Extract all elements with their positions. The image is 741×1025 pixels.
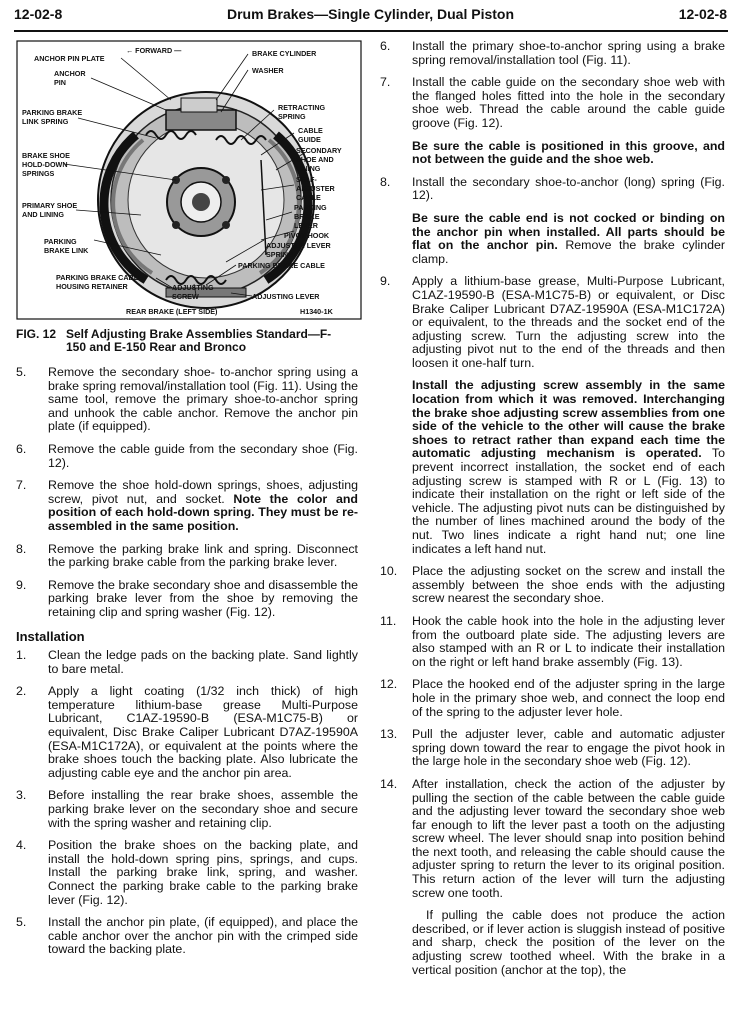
step-number: 9. [380, 274, 391, 289]
step-number: 6. [380, 39, 391, 53]
step-number: 13. [380, 727, 398, 742]
step-note: Note the color and position of each hold-down spring. They must be re-assembled in the same position. [48, 491, 358, 533]
label-self-adj-2: ADJUSTER [296, 184, 335, 193]
step-text: Clean the ledge pads on the backing plate. Sand lightly to bare metal. [48, 648, 358, 676]
step-item [380, 40, 725, 67]
label-holddown-1: BRAKE SHOE [22, 151, 70, 160]
step-item [380, 615, 725, 669]
label-adj-screw-2: SCREW [172, 292, 199, 301]
step-text: Place the hooked end of the adjuster spring in the large hole in the primary shoe web, and connect the loop end of the spring to the adjuster lever hole. [412, 677, 725, 719]
label-pb-link-2: BRAKE LINK [44, 246, 89, 255]
step-text: Place the adjusting socket on the screw and install the assembly between the shoe ends with the adjusting screw nearest the secondary shoe. [412, 564, 725, 606]
step-number: 14. [380, 776, 398, 791]
figure-caption-line2: 150 and E-150 Rear and Bronco [66, 340, 247, 354]
caution-text: Be sure the cable end is not cocked or binding on the anchor pin when installed. All parts should be flat on the anchor pin. [412, 210, 725, 253]
step-number: 11. [380, 613, 397, 628]
label-pb-housing-1: PARKING BRAKE CABLE [56, 273, 143, 282]
label-anchor-pin-2: PIN [54, 78, 66, 87]
label-cable-guide-1: CABLE [298, 126, 323, 135]
caution-paragraph [380, 379, 725, 556]
step-number: 4. [16, 838, 27, 853]
step-item [16, 649, 358, 676]
step-item [16, 443, 358, 470]
label-anchor-pin-plate: ANCHOR PIN PLATE [34, 54, 105, 63]
step-item [380, 565, 725, 606]
figure-caption [16, 328, 356, 354]
caution-paragraph [380, 140, 725, 167]
page-title: Drum Brakes—Single Cylinder, Dual Piston [226, 6, 515, 22]
label-secondary-3: LINING [296, 164, 321, 173]
step-item [380, 176, 725, 203]
installation-heading: Installation [16, 628, 85, 644]
step-text: After installation, check the action of the adjuster by pulling the section of the cable between the cable guide and the adjusting lever toward the secondary shoe web far enough to lift the lever past a tooth on the adjusting screw wheel. The lever should snap into position behind the next tooth, and releasing the cable should cause the adjuster spring to return the lever to its original position. This return action of the lever will turn the adjusting screw one tooth. [412, 776, 725, 900]
step-item [380, 678, 725, 719]
label-adj-lever: ADJUSTING LEVER [252, 292, 320, 301]
label-adj-screw-1: ADJUSTING [172, 283, 214, 292]
header-rule [14, 30, 728, 32]
step-number: 9. [16, 577, 27, 592]
step-text: Install the cable guide on the secondary shoe web with the flanged holes fitted into the hole in the secondary shoe web. Thread the cable around the cable guide groove (Fig. 12). [412, 75, 725, 130]
label-retracting-2: SPRING [278, 112, 306, 121]
step-item [16, 366, 358, 434]
step-item [16, 685, 358, 780]
left-column [16, 366, 358, 966]
label-pb-lever-3: LEVER [294, 221, 318, 230]
paragraph-text: To prevent incorrect installation, the socket end of each adjusting screw is stamped with R or L (Fig. 13) to indicate their installation on the right or left side of the vehicle. The adjusting pivot nuts can be distinguished by the number of lines machined around the body of the nut. Two lines indicate a right hand nut; one line indicates a left hand nut. [412, 446, 725, 556]
label-retracting-1: RETRACTING [278, 103, 326, 112]
page-header [0, 0, 741, 30]
label-self-adj-3: CABLE [296, 193, 321, 202]
caution-text: Install the adjusting screw assembly in the same location from which it was removed. Interchanging the brake shoe adjusting screw assemblies from one side of the vehicle to the other will cause the brake shoes to retract rather than expand each time the automatic adjusting mechanism is operated. [412, 378, 725, 461]
step-text: Remove the cable guide from the secondary shoe (Fig. 12). [48, 441, 358, 470]
figure-caption-line1: Self Adjusting Brake Assemblies Standard—F- [66, 327, 332, 341]
step-item [16, 839, 358, 907]
step-number: 7. [16, 478, 27, 493]
step-item [380, 778, 725, 900]
label-anchor-pin-1: ANCHOR [54, 69, 86, 78]
label-pb-housing-2: HOUSING RETAINER [56, 282, 128, 291]
step-item [16, 789, 358, 830]
label-secondary-1: SECONDARY [296, 146, 342, 155]
step-text: Remove the brake secondary shoe and disassemble the parking brake lever from the shoe by removing the retaining clip and spring washer (Fig. 12). [48, 577, 358, 619]
label-pb-link-1: PARKING [44, 237, 77, 246]
label-pb-lever-1: PARKING [294, 203, 327, 212]
step-text: Install the secondary shoe-to-anchor (long) spring (Fig. 12). [412, 174, 725, 203]
step-text: Before installing the rear brake shoes, assemble the parking brake lever on the secondary shoe and secure with the spring washer and retaining clip. [48, 788, 358, 830]
label-pb-cable: PARKING BRAKE CABLE [238, 261, 325, 270]
page-number-right: 12-02-8 [678, 6, 727, 22]
step-number: 5. [16, 365, 27, 379]
step-item [16, 479, 358, 533]
brake-cylinder [166, 110, 236, 130]
label-pb-link-spring-2: LINK SPRING [22, 117, 69, 126]
paragraph [380, 909, 725, 977]
label-pivot-hook: PIVOT HOOK [284, 231, 330, 240]
step-text: Pull the adjuster lever, cable and automatic adjuster spring down toward the rear to engage the pivot hook in the large hole in the secondary shoe web (Fig. 12). [412, 727, 725, 769]
step-text: Position the brake shoes on the backing plate, and install the hold-down spring pins, springs, and cups. Install the parking brake link, spring, and washer. Connect the parking brake cable to the parking brake lever (Fig. 12). [48, 838, 358, 907]
caution-text: Be sure the cable is positioned in this groove, and not between the guide and the shoe web. [412, 138, 725, 167]
paragraph-text: If pulling the cable does not produce the action described, or if lever action is sluggish instead of positive and sharp, check the position of the lever on the adjusting screw toothed wheel. With the brake in a vertical position (anchor at the top), the [412, 908, 725, 977]
figure-number: FIG. 12 [16, 327, 57, 341]
label-pb-link-spring-1: PARKING BRAKE [22, 108, 83, 117]
step-number: 6. [16, 441, 27, 456]
step-text: Apply a lithium-base grease, Multi-Purpose Lubricant, C1AZ-19590-B (ESA-M1C75-B) or equivalent, or Disc Brake Caliper Lubricant D7AZ-19590A (ESA-M1C172A) or equivalent, to the threads and the socket end of the adjusting screw. Turn the adjusting screw into the adjusting pivot nut to the end of the threads and then loosen it one-half turn. [412, 274, 725, 370]
step-text: Remove the secondary shoe- to-anchor spring using a brake spring removal/installation tool (Fig. 11). Using the same tool, remove the primary shoe-to-anchor spring and unhook the cable anchor. Remove the anchor pin plate (if equipped). [48, 365, 358, 434]
step-text: Remove the parking brake link and spring. Disconnect the parking brake cable from the parking brake lever. [48, 541, 358, 570]
label-rear-brake: REAR BRAKE (LEFT SIDE) [126, 307, 218, 316]
step-number: 2. [16, 684, 27, 699]
page-number-left: 12-02-8 [14, 6, 63, 22]
step-number: 8. [16, 541, 27, 556]
label-fig-id: H1340-1K [300, 307, 333, 316]
caution-paragraph [380, 212, 725, 266]
step-item [16, 916, 358, 957]
brake-diagram [16, 40, 362, 320]
step-item [380, 275, 725, 370]
brake-assembly-figure [16, 40, 362, 320]
step-text: Install the primary shoe-to-anchor spring using a brake spring removal/installation tool (Fig. 11). [412, 39, 725, 67]
step-number: 3. [16, 788, 27, 803]
step-number: 7. [380, 75, 391, 90]
label-brake-cylinder: BRAKE CYLINDER [252, 49, 317, 58]
step-text: Remove the shoe hold-down springs, shoes, adjusting screw, pivot nut, and socket. [48, 478, 358, 506]
label-forward: ← FORWARD — [126, 46, 182, 55]
label-holddown-3: SPRINGS [22, 169, 55, 178]
step-item [380, 76, 725, 130]
label-pb-lever-2: BRAKE [294, 212, 320, 221]
step-item [16, 543, 358, 570]
step-item [380, 728, 725, 769]
label-holddown-2: HOLD-DOWN [22, 160, 68, 169]
label-primary-1: PRIMARY SHOE [22, 201, 78, 210]
label-adj-lever-spring-2: SPRING [266, 250, 294, 259]
label-washer: WASHER [252, 66, 284, 75]
paragraph-text: Remove the brake cylinder clamp. [412, 238, 725, 266]
step-number: 8. [380, 174, 391, 189]
step-number: 5. [16, 915, 27, 930]
step-text: Apply a light coating (1/32 inch thick) of high temperature lithium-base grease Multi-Purpose Lubricant, C1AZ-19590-B (ESA-M1C75-B) or equivalent, Disc Brake Caliper Lubricant D7AZ-19590A (ESA-M1C172A), or equivalent at the points where the brake shoes touch the backing plate. Also lubricate the adjusting cable eye and the anchor pin area. [48, 684, 358, 780]
step-number: 1. [16, 648, 27, 663]
label-primary-2: AND LINING [22, 210, 64, 219]
right-column [380, 40, 725, 986]
label-secondary-2: SHOE AND [296, 155, 334, 164]
label-self-adj-1: SELF- [296, 175, 317, 184]
step-number: 12. [380, 677, 398, 692]
label-cable-guide-2: GUIDE [298, 135, 321, 144]
step-text: Install the anchor pin plate, (if equipped), and place the cable anchor over the anchor pin with the crimped side toward the backing plate. [48, 915, 358, 957]
step-number: 10. [380, 564, 398, 579]
label-adj-lever-spring-1: ADJUSTER LEVER [266, 241, 331, 250]
step-text: Hook the cable hook into the hole in the adjusting lever from the outboard plate side. The adjusting levers are also stamped with an R or L to indicate their installation on the right or left hand brake assembly (Fig. 13). [412, 613, 725, 669]
step-item [16, 579, 358, 620]
